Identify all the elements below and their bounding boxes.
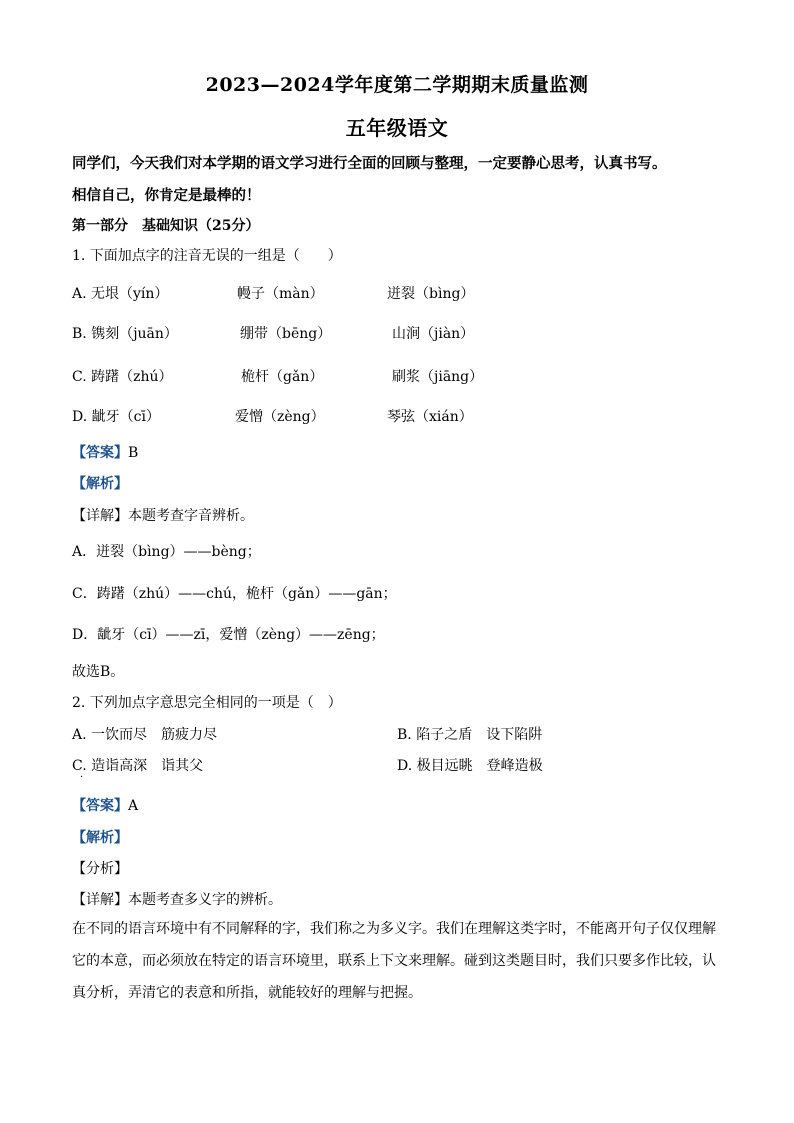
q1-option-a: A. 无垠（yín） xyxy=(72,286,169,302)
answer-tag: 【答案】 xyxy=(72,798,128,814)
q1-detail xyxy=(72,505,254,525)
q2-answer xyxy=(72,795,138,815)
q1-option-a-c: 迸裂（bìng） xyxy=(387,286,475,302)
q1-stem: 1. 下面加点字的注音无误的一组是（ ） xyxy=(72,248,342,264)
q2-detail xyxy=(72,889,282,909)
q2-option-c: C. 造诣高深 诣其父 xyxy=(72,758,204,774)
q2-paragraph: 在不同的语言环境中有不同解释的字，我们称之为多义字。我们在理解这类字时，不能离开句子仅仅理解它的本意，而必须放在特定的语言环境里，联系上下文来理解。碰到这类题目时，我们只要多作比较，认真分析，弄清它的表意和所指，就能较好的理解与把握。 xyxy=(72,921,716,1001)
page-subtitle: 五年级语文 xyxy=(345,116,449,140)
q2-option-d: D. 极目远眺 登峰造极 xyxy=(397,758,543,774)
q1-option-c-c: 刷浆（jiāng） xyxy=(392,369,484,385)
q1-answer-value: B xyxy=(128,445,139,461)
q1-option-c: C. 踌躇（zhú） xyxy=(72,369,173,385)
section-heading: 第一部分 基础知识（25分） xyxy=(72,218,260,234)
q1-option-b: B. 镌刻（juān） xyxy=(72,326,178,342)
q1-detail-text: 本题考查字音辨析。 xyxy=(128,508,254,524)
q1-option-a-b: 幔子（màn） xyxy=(237,286,324,302)
q1-explain-a: A．迸裂（bìng）——bèng； xyxy=(72,544,261,560)
q1-analysis-tag: 【解析】 xyxy=(72,476,128,492)
q1-option-b-b: 绷带（bēng） xyxy=(240,326,332,342)
detail-tag: 【详解】 xyxy=(72,508,128,524)
q1-option-d-b: 爱憎（zèng） xyxy=(235,409,325,425)
q2-analysis-tag: 【解析】 xyxy=(72,830,128,846)
q1-option-b-c: 山涧（jiàn） xyxy=(392,326,475,342)
q1-explain-c: C．踌躇（zhú）——chú，桅杆（gǎn）——gān； xyxy=(72,586,397,602)
q2-fenxi-tag: 【分析】 xyxy=(72,861,128,877)
q1-option-d: D. 龇牙（cī） xyxy=(72,409,160,425)
q1-answer xyxy=(72,442,138,462)
q2-detail-text: 本题考查多义字的辨析。 xyxy=(128,892,282,908)
page-title: 2023—2024学年度第二学期期末质量监测 xyxy=(205,74,589,96)
q2-stem: 2. 下列加点字意思完全相同的一项是（ ） xyxy=(72,695,342,711)
q2-option-b: B. 陷子之盾 设下陷阱 xyxy=(397,727,543,743)
q1-option-c-b: 桅杆（gǎn） xyxy=(241,369,324,385)
q2-answer-value: A xyxy=(128,798,139,814)
q2-option-a: A. 一饮而尽 筋疲力尽 xyxy=(72,727,218,743)
intro-line-2: 相信自己，你肯定是最棒的！ xyxy=(72,187,261,204)
detail-tag: 【详解】 xyxy=(72,892,128,908)
answer-tag: 【答案】 xyxy=(72,445,128,461)
q1-conclusion: 故选B。 xyxy=(72,664,125,680)
emphasis-dot: · xyxy=(80,772,84,783)
q1-explain-d: D．龇牙（cī）——zī，爱憎（zèng）——zēng； xyxy=(72,627,385,643)
intro-line-1: 同学们，今天我们对本学期的语文学习进行全面的回顾与整理，一定要静心思考，认真书写。 xyxy=(72,155,667,172)
q1-option-d-c: 琴弦（xián） xyxy=(387,409,473,425)
